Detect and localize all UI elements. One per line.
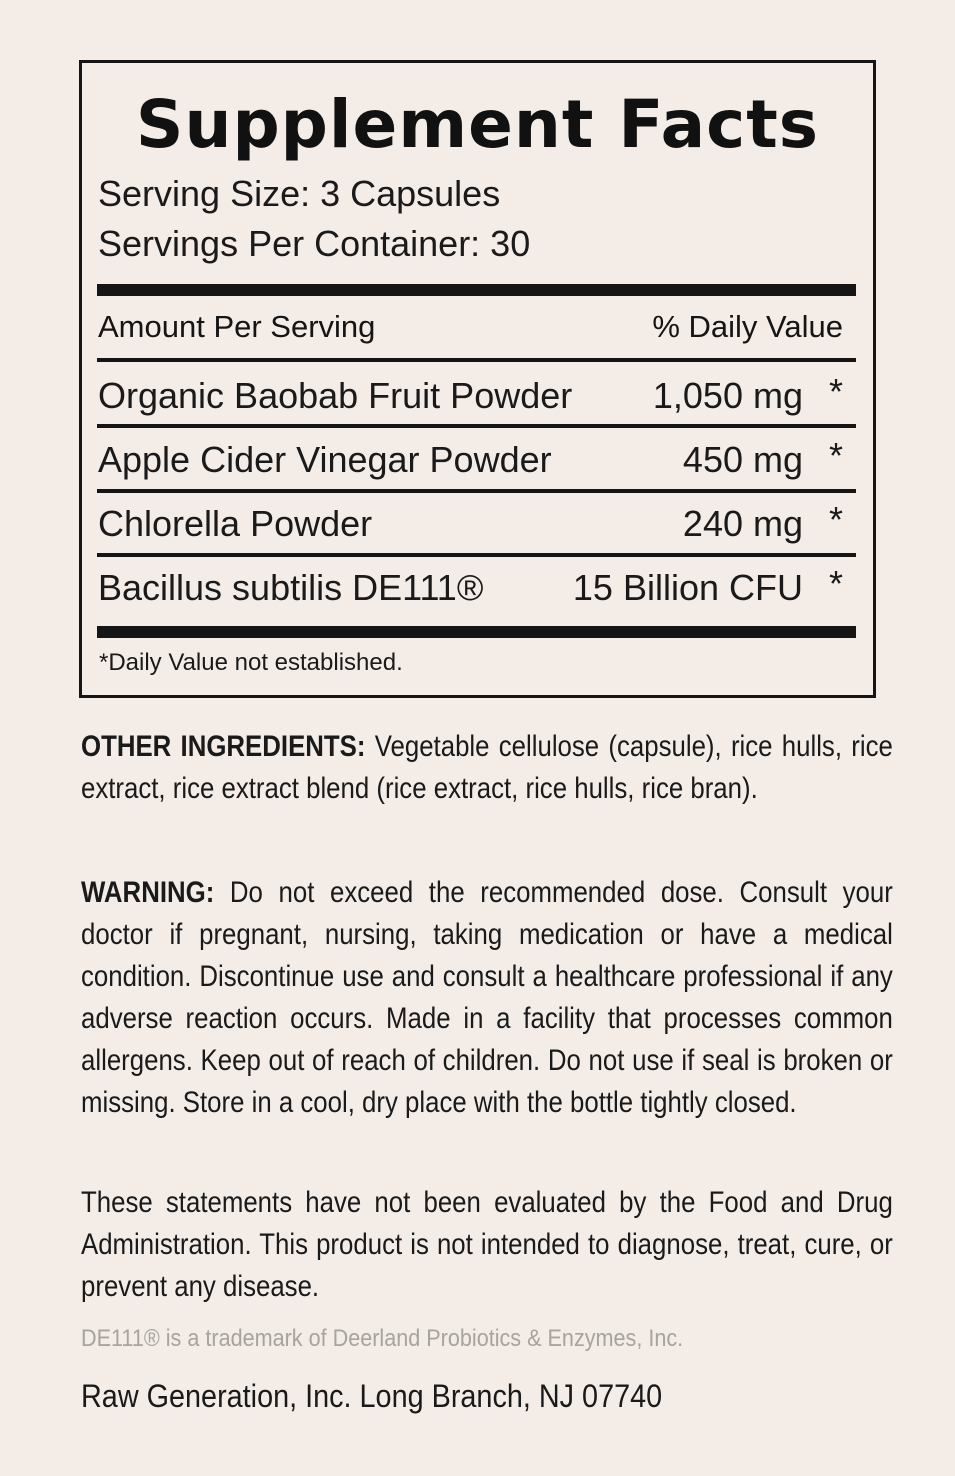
warning-label: WARNING: (81, 876, 215, 909)
ingredient-amount: 1,050 mg (652, 375, 803, 416)
ingredient-name: Apple Cider Vinegar Powder (98, 439, 552, 480)
thick-divider-top (97, 284, 856, 296)
divider (97, 489, 856, 493)
daily-value-mark: * (828, 499, 843, 540)
daily-value-mark: * (828, 563, 843, 604)
ingredient-name: Chlorella Powder (98, 503, 373, 544)
company-address: Raw Generation, Inc. Long Branch, NJ 07740 (81, 1378, 663, 1414)
ingredient-name: Organic Baobab Fruit Powder (98, 375, 573, 416)
table-row (98, 499, 843, 545)
other-ingredients-text: Vegetable cellulose (capsule), rice hulls, rice extract, rice extract blend (rice extract, rice hulls, rice bran). (81, 730, 893, 805)
supplement-facts-panel (79, 60, 876, 698)
trademark-notice: DE111® is a trademark of Deerland Probiotics & Enzymes, Inc. (81, 1325, 684, 1352)
daily-value-header: % Daily Value (652, 309, 843, 344)
table-row (98, 563, 843, 609)
servings-per-container: Servings Per Container: 30 (98, 223, 531, 264)
other-ingredients-label: OTHER INGREDIENTS: (81, 730, 366, 763)
ingredient-amount: 450 mg (682, 439, 803, 480)
ingredient-name: Bacillus subtilis DE111® (98, 567, 484, 608)
ingredient-amount: 240 mg (682, 503, 803, 544)
warning (81, 872, 893, 1124)
fda-statement: These statements have not been evaluated by the Food and Drug Administration. This product is not intended to diagnose, treat, cure, or prevent any disease. (81, 1186, 893, 1303)
thick-divider-bottom (97, 626, 856, 638)
daily-value-footnote: *Daily Value not established. (99, 649, 403, 676)
daily-value-mark: * (828, 435, 843, 476)
daily-value-mark: * (828, 371, 843, 412)
table-row (98, 435, 843, 481)
amount-per-serving-header: Amount Per Serving (98, 309, 376, 344)
other-ingredients (81, 726, 893, 810)
divider (97, 424, 856, 428)
facts-title: Supplement Facts (135, 86, 820, 163)
divider (97, 553, 856, 557)
table-row (98, 371, 843, 417)
warning-text: Do not exceed the recommended dose. Consult your doctor if pregnant, nursing, taking medication or have a medical condition. Discontinue use and consult a healthcare professional if any adverse reaction occurs. Made in a facility that processes common allergens. Keep out of reach of children. Do not use if seal is broken or missing. Store in a cool, dry place with the bottle tightly closed. (81, 876, 893, 1119)
serving-size: Serving Size: 3 Capsules (98, 173, 501, 214)
table-header (98, 309, 843, 345)
divider (97, 358, 856, 362)
ingredient-amount: 15 Billion CFU (572, 567, 803, 608)
